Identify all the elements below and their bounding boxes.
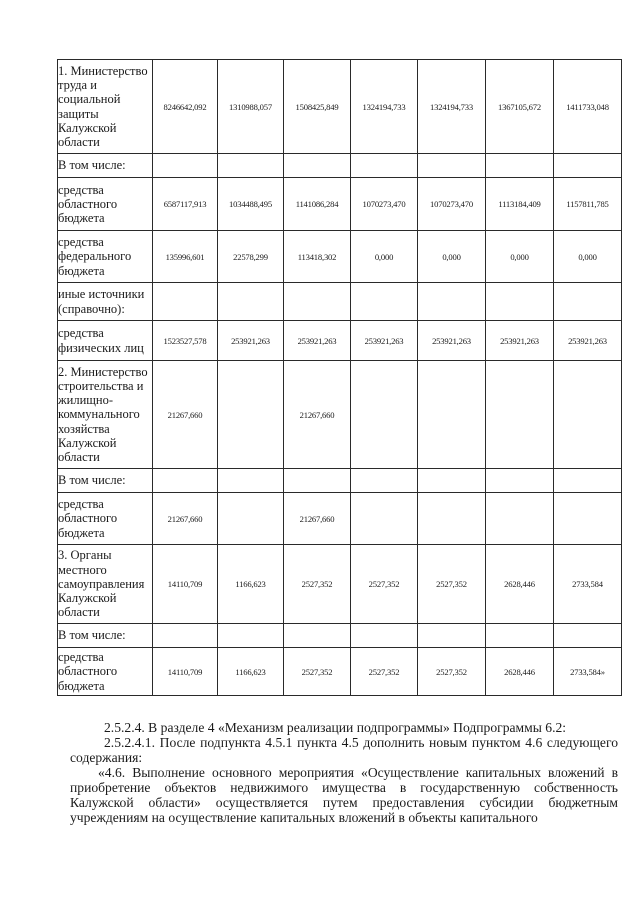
cell-year: 113418,302 — [284, 231, 351, 283]
cell-year: 21267,660 — [284, 361, 351, 469]
cell-year: 2527,352 — [284, 648, 351, 696]
cell-year: 253921,263 — [351, 321, 418, 361]
cell-year: 0,000 — [554, 231, 622, 283]
cell-year: 1141086,284 — [284, 178, 351, 231]
cell-total: 21267,660 — [153, 361, 218, 469]
row-label: средства областного бюджета — [58, 178, 153, 231]
cell-year: 2628,446 — [486, 648, 554, 696]
cell-year: 1166,623 — [218, 545, 284, 624]
row-label: В том числе: — [58, 624, 153, 648]
cell-year — [554, 361, 622, 469]
row-label: иные источники (справочно): — [58, 283, 153, 321]
cell-year: 1324194,733 — [351, 60, 418, 154]
cell-year: 2628,446 — [486, 545, 554, 624]
cell-total: 6587117,913 — [153, 178, 218, 231]
cell-year: 2527,352 — [284, 545, 351, 624]
cell-year — [418, 493, 486, 545]
table-row — [58, 154, 622, 178]
cell-year: 0,000 — [486, 231, 554, 283]
cell-total: 1523527,578 — [153, 321, 218, 361]
cell-year: 253921,263 — [418, 321, 486, 361]
row-label: 1. Министерство труда и социальной защиты Калужской области — [58, 60, 153, 154]
cell-year: 22578,299 — [218, 231, 284, 283]
table-row — [58, 493, 622, 545]
cell-year: 253921,263 — [218, 321, 284, 361]
cell-year: 2527,352 — [351, 648, 418, 696]
table-row — [58, 60, 622, 154]
row-label: средства областного бюджета — [58, 648, 153, 696]
paragraph: «4.6. Выполнение основного мероприятия «Осуществление капитальных вложений в приобретение объектов недвижимого имущества в государственную собственность Калужской области» осуществляется путем предоставления субсидии бюджетным учреждениям на осуществление капитальных вложений в объекты капитального — [70, 765, 618, 825]
cell-year: 2527,352 — [418, 545, 486, 624]
budget-table — [57, 59, 622, 696]
cell-year: 0,000 — [418, 231, 486, 283]
table-row — [58, 469, 622, 493]
cell-year: 1034488,495 — [218, 178, 284, 231]
cell-year: 21267,660 — [284, 493, 351, 545]
row-label: В том числе: — [58, 154, 153, 178]
cell-year: 1324194,733 — [418, 60, 486, 154]
cell-total: 14110,709 — [153, 648, 218, 696]
row-label: 3. Органы местного самоуправления Калужской области — [58, 545, 153, 624]
cell-total: 14110,709 — [153, 545, 218, 624]
cell-year: 253921,263 — [284, 321, 351, 361]
cell-year: 2733,584» — [554, 648, 622, 696]
row-label: средства физических лиц — [58, 321, 153, 361]
cell-total: 8246642,092 — [153, 60, 218, 154]
cell-year — [351, 361, 418, 469]
cell-year: 1166,623 — [218, 648, 284, 696]
cell-year — [486, 493, 554, 545]
table-row — [58, 283, 622, 321]
table-row — [58, 178, 622, 231]
table-row — [58, 361, 622, 469]
cell-year: 1157811,785 — [554, 178, 622, 231]
cell-year: 1411733,048 — [554, 60, 622, 154]
table-row — [58, 624, 622, 648]
row-label: средства федерального бюджета — [58, 231, 153, 283]
cell-year — [218, 493, 284, 545]
cell-year: 1367105,672 — [486, 60, 554, 154]
row-label: средства областного бюджета — [58, 493, 153, 545]
cell-year — [351, 493, 418, 545]
cell-year — [554, 493, 622, 545]
row-label: В том числе: — [58, 469, 153, 493]
cell-year: 1070273,470 — [351, 178, 418, 231]
cell-year: 2527,352 — [418, 648, 486, 696]
body-text — [70, 720, 618, 825]
paragraph: 2.5.2.4.1. После подпункта 4.5.1 пункта 4.5 дополнить новым пунктом 4.6 следующего содержания: — [70, 735, 618, 765]
cell-year: 1310988,057 — [218, 60, 284, 154]
table-row — [58, 321, 622, 361]
cell-year: 253921,263 — [554, 321, 622, 361]
cell-year: 2527,352 — [351, 545, 418, 624]
cell-year: 2733,584 — [554, 545, 622, 624]
cell-total: 21267,660 — [153, 493, 218, 545]
cell-year — [218, 361, 284, 469]
cell-year — [418, 361, 486, 469]
table-row — [58, 231, 622, 283]
row-label: 2. Министерство строительства и жилищно-коммунального хозяйства Калужской области — [58, 361, 153, 469]
cell-total: 135996,601 — [153, 231, 218, 283]
cell-year — [486, 361, 554, 469]
cell-year: 1070273,470 — [418, 178, 486, 231]
table-row — [58, 648, 622, 696]
paragraph: 2.5.2.4. В разделе 4 «Механизм реализации подпрограммы» Подпрограммы 6.2: — [104, 720, 567, 735]
table-row — [58, 545, 622, 624]
cell-year: 1113184,409 — [486, 178, 554, 231]
cell-year: 1508425,849 — [284, 60, 351, 154]
cell-year: 253921,263 — [486, 321, 554, 361]
cell-year: 0,000 — [351, 231, 418, 283]
